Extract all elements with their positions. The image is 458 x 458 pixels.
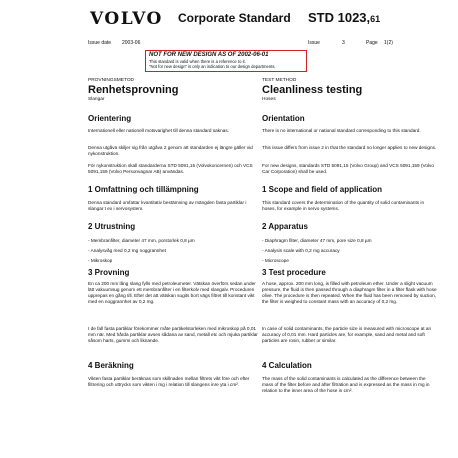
heading-apparatus-en: 2 Apparatus [262, 222, 308, 231]
heading-orientation-sv: Orientering [88, 114, 132, 123]
heading-procedure-en: 3 Test procedure [262, 268, 326, 277]
para-procedure-2-sv: I de fall fasta partiklar förekommer måte partikelstorleken med mikroskop på 0,01 mm när. Med hårda partiklar avses sådana av sand, metall etc och mjuka partiklar såsom harts, gummi och liknande. [88, 326, 258, 344]
para-procedure-2-en: In case of solid contaminants, the particle size is measured with microscope at an accuracy of 0,01 mm. Hard particles are, for example, sand and metal and soft particles are rosin, rubber or similar. [262, 326, 432, 344]
para-orientation-3-sv: För nykonstruktion skall standarderna STD 5091,15 (Volvokoncernen) och VCS 5091,159 (Volvo Personvagnar AB) användas. [88, 163, 253, 175]
issue-date-label: Issue date [88, 40, 112, 46]
para-orientation-1-en: There is no international or national standard corresponding to this standard. [262, 128, 421, 133]
apparatus-item-3-en: - Microscope [262, 258, 289, 263]
document-type: Corporate Standard [178, 11, 291, 25]
heading-procedure-sv: 3 Provning [88, 268, 130, 277]
issue-date: 2003-06 [122, 40, 141, 46]
apparatus-item-2-en: - Analysis scale with 0,2 mg accuracy [262, 248, 340, 253]
apparatus-item-1-en: - Diaphragm filter, diameter 47 mm, pore size 0,8 µm [262, 238, 372, 243]
not-for-new-design-notice [145, 50, 307, 72]
heading-calculation-en: 4 Calculation [262, 361, 312, 370]
para-calculation-en: The mass of the solid contaminants is calculated as the difference between the mass of the filter before and after filtration and is expressed as the mass in mg in relation to the inner area of the hose in cm². [262, 376, 430, 394]
heading-scope-sv: 1 Omfattning och tillämpning [88, 185, 199, 194]
notice-title: NOT FOR NEW DESIGN AS OF 2002-06-01 [149, 52, 269, 58]
method-label-en: TEST METHOD [262, 78, 297, 83]
page-number: 1(2) [384, 40, 393, 46]
apparatus-item-2-sv: - Analysvåg med 0,2 mg noggrannhet [88, 248, 166, 253]
notice-line-2: "Not for new design" is only an indication to our design departments. [149, 64, 276, 69]
title-en: Cleanliness testing [262, 84, 363, 96]
issue-label: Issue [308, 40, 320, 46]
para-orientation-1-sv: Internationell eller nationell motsvarighet till denna standard saknas. [88, 128, 229, 133]
standard-number [308, 10, 380, 27]
para-calculation-sv: Vikten fasta partiklar beräknas som skillnaden mellan filtrets vikt före och efter filtrering och uttrycks som vikten i mg i relation till slangens inre yta i cm². [88, 376, 250, 388]
para-orientation-3-en: For new designs, standards STD 5091,15 (Volvo Group) and VCS 5091,159 (Volvo Car Corporation) shall be used. [262, 163, 434, 175]
para-orientation-2-sv: Denna utgåva skiljer sig från utgåva 2 genom att standarden ej längre gäller vid nykonstruktion. [88, 145, 253, 157]
heading-scope-en: 1 Scope and field of application [262, 185, 383, 194]
standard-number-prefix: STD 1023, [308, 10, 371, 25]
subtitle-en: Hoses [262, 97, 276, 102]
apparatus-item-3-sv: - Mikroskop [88, 258, 113, 263]
subtitle-sv: Slangar [88, 97, 105, 102]
para-procedure-1-en: A hose, approx. 200 mm long, is filled with petroleum ether. Under a slight vacuum pressure, the fluid is then passed through a diaphragm filter in a filter flask with hose olive. The procedure is then repeated. When the fluid has been removed by suction, the filter is weighed to constant mass with an accuracy of 0,2 mg. [262, 281, 437, 305]
title-sv: Renhetsprovning [88, 84, 179, 96]
para-orientation-2-en: This issue differs from issue 2 in that the standard no longer applies to new designs. [262, 145, 437, 150]
heading-apparatus-sv: 2 Utrustning [88, 222, 136, 231]
heading-calculation-sv: 4 Beräkning [88, 361, 134, 370]
standard-number-suffix: 61 [370, 14, 381, 24]
heading-orientation-en: Orientation [262, 114, 305, 123]
apparatus-item-1-sv: - Membranfilter, diameter 47 mm, porstorlek 0,8 µm [88, 238, 195, 243]
para-scope-sv: Denna standard omfattar kvantitativ bestämning av mängden fasta partiklar i slangar t ex i servosystem. [88, 200, 247, 212]
para-scope-en: This standard covers the determination of the quantity of solid contaminants in hoses, for example in servo systems. [262, 200, 425, 212]
issue-number: 3 [342, 40, 345, 46]
para-procedure-1-sv: En ca 200 mm lång slang fylls med petroleumeter. Vätskan överförs sedan under lätt vakuumsug genom ett membranfilter i en filterkolv med slangalv. Proceduren upprepas en gång till. Efter det att vätskan sugits bort vägs filtret till konstant vikt med en noggrannhet av 0,2 mg. [88, 281, 256, 305]
page-label: Page [366, 40, 378, 46]
method-label-sv: PROVNINGSMETOD [88, 78, 135, 83]
volvo-logo: VOLVO [90, 9, 163, 29]
notice-line-1: This standard is valid when there is a reference to it. [149, 59, 246, 64]
